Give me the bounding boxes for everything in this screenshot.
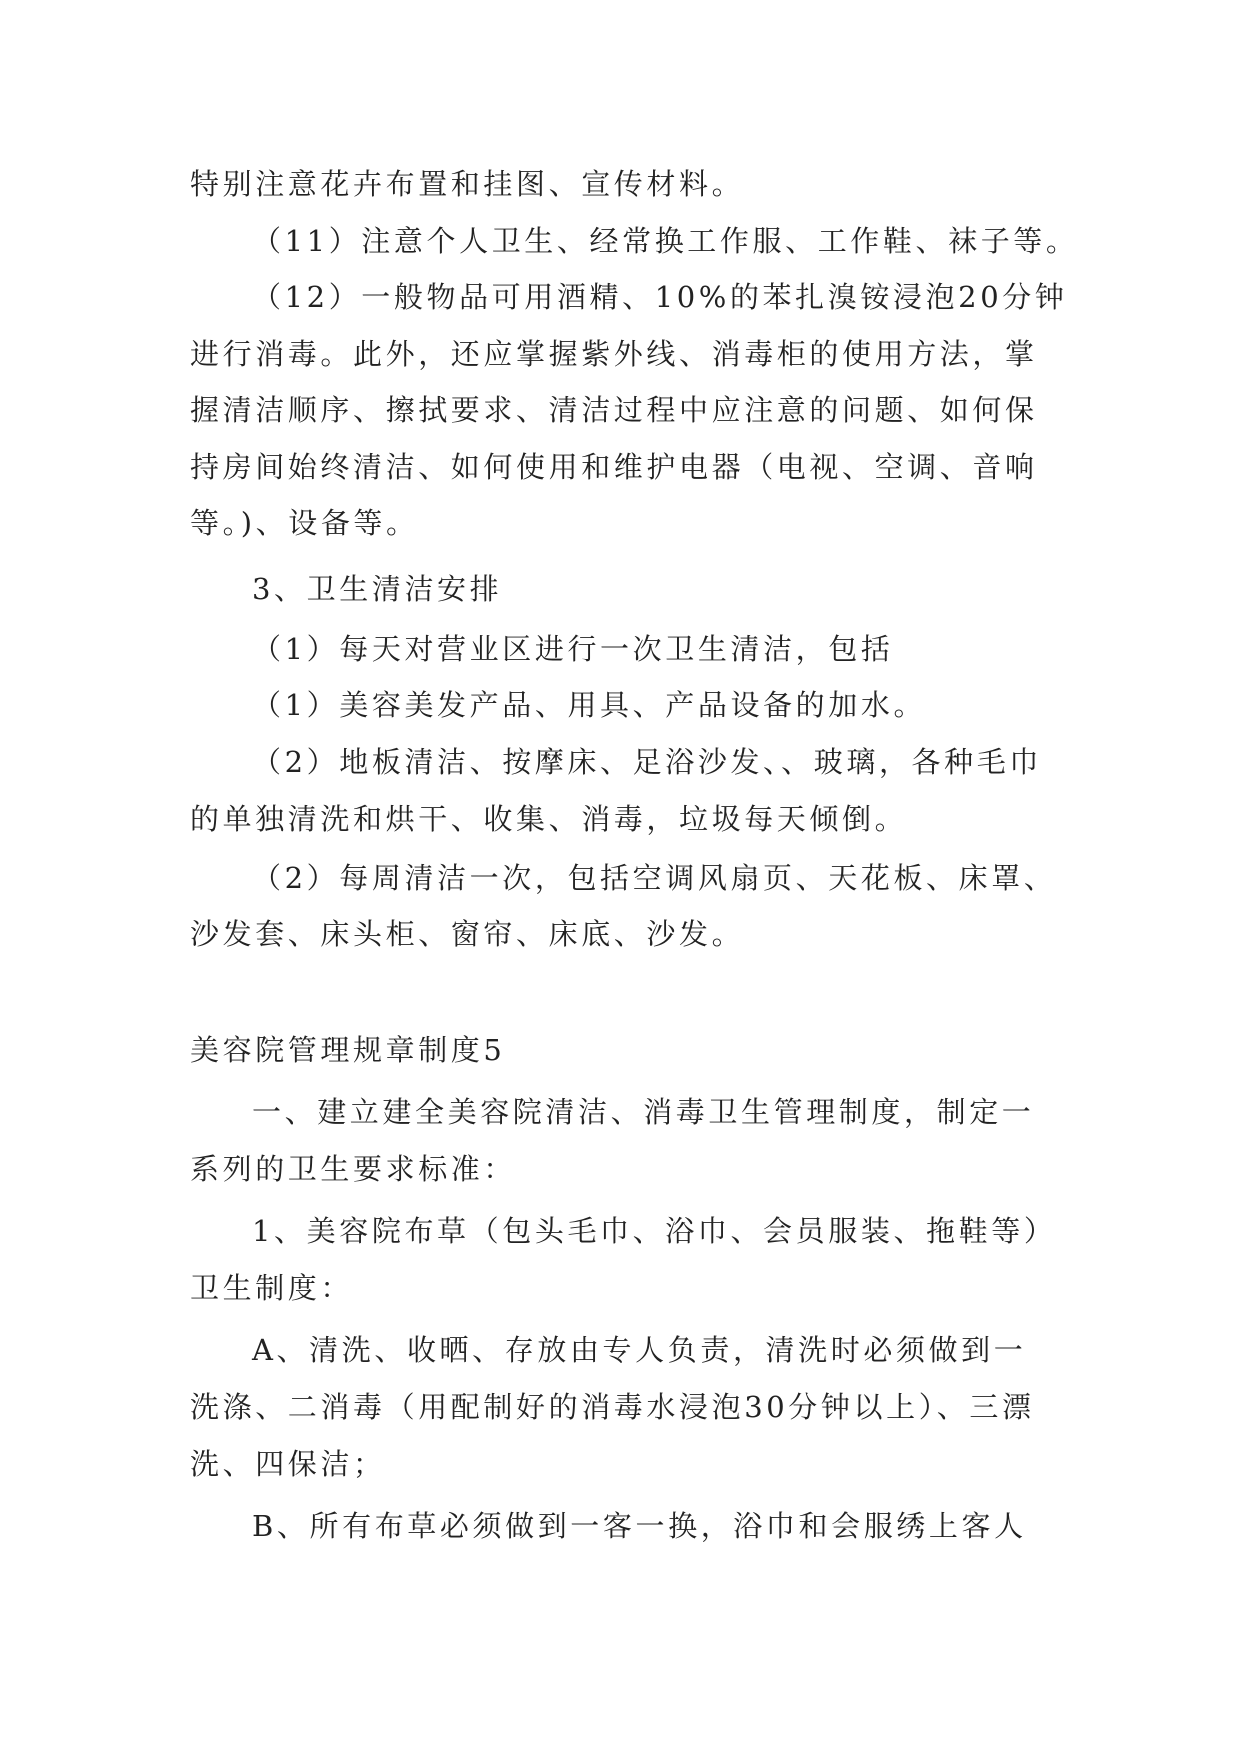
text-line: 持房间始终清洁、如何使用和维护电器（电视、空调、音响 [190, 450, 1038, 484]
text-line: （2）每周清洁一次，包括空调风扇页、天花板、床罩、 [252, 861, 1057, 895]
text-line: 洗涤、二消毒（用配制好的消毒水浸泡30分钟以上）、三漂 [190, 1390, 1035, 1424]
text-line: 1、美容院布草（包头毛巾、浴巾、会员服装、拖鞋等） [252, 1214, 1057, 1248]
text-line: 特别注意花卉布置和挂图、宣传材料。 [190, 167, 745, 201]
text-line: （11）注意个人卫生、经常换工作服、工作鞋、袜子等。 [252, 224, 1079, 258]
document-title: 美容院管理规章制度5 [190, 1033, 506, 1067]
section-heading: 3、卫生清洁安排 [252, 572, 503, 606]
text-line: A、清洗、收晒、存放由专人负责，清洗时必须做到一 [252, 1333, 1027, 1367]
text-line: （1）美容美发产品、用具、产品设备的加水。 [252, 688, 927, 722]
text-line: 洗、四保洁； [190, 1447, 386, 1481]
text-line: 沙发套、床头柜、窗帘、床底、沙发。 [190, 917, 745, 951]
text-line: 系列的卫生要求标准： [190, 1152, 517, 1186]
text-line: 的单独清洗和烘干、收集、消毒，垃圾每天倾倒。 [190, 802, 908, 836]
text-line: （2）地板清洁、按摩床、足浴沙发、、玻璃，各种毛巾 [252, 745, 1042, 779]
text-line: 一、建立建全美容院清洁、消毒卫生管理制度，制定一 [252, 1095, 1035, 1129]
text-line: B、所有布草必须做到一客一换，浴巾和会服绣上客人 [252, 1509, 1027, 1543]
text-line: 卫生制度： [190, 1271, 354, 1305]
text-line: 等。)、设备等。 [190, 506, 419, 540]
text-line: （12）一般物品可用酒精、10%的苯扎溴铵浸泡20分钟 [252, 280, 1068, 314]
text-line: 握清洁顺序、擦拭要求、清洁过程中应注意的问题、如何保 [190, 393, 1038, 427]
text-line: （1）每天对营业区进行一次卫生清洁，包括 [252, 632, 894, 666]
text-line: 进行消毒。此外，还应掌握紫外线、消毒柜的使用方法，掌 [190, 337, 1038, 371]
